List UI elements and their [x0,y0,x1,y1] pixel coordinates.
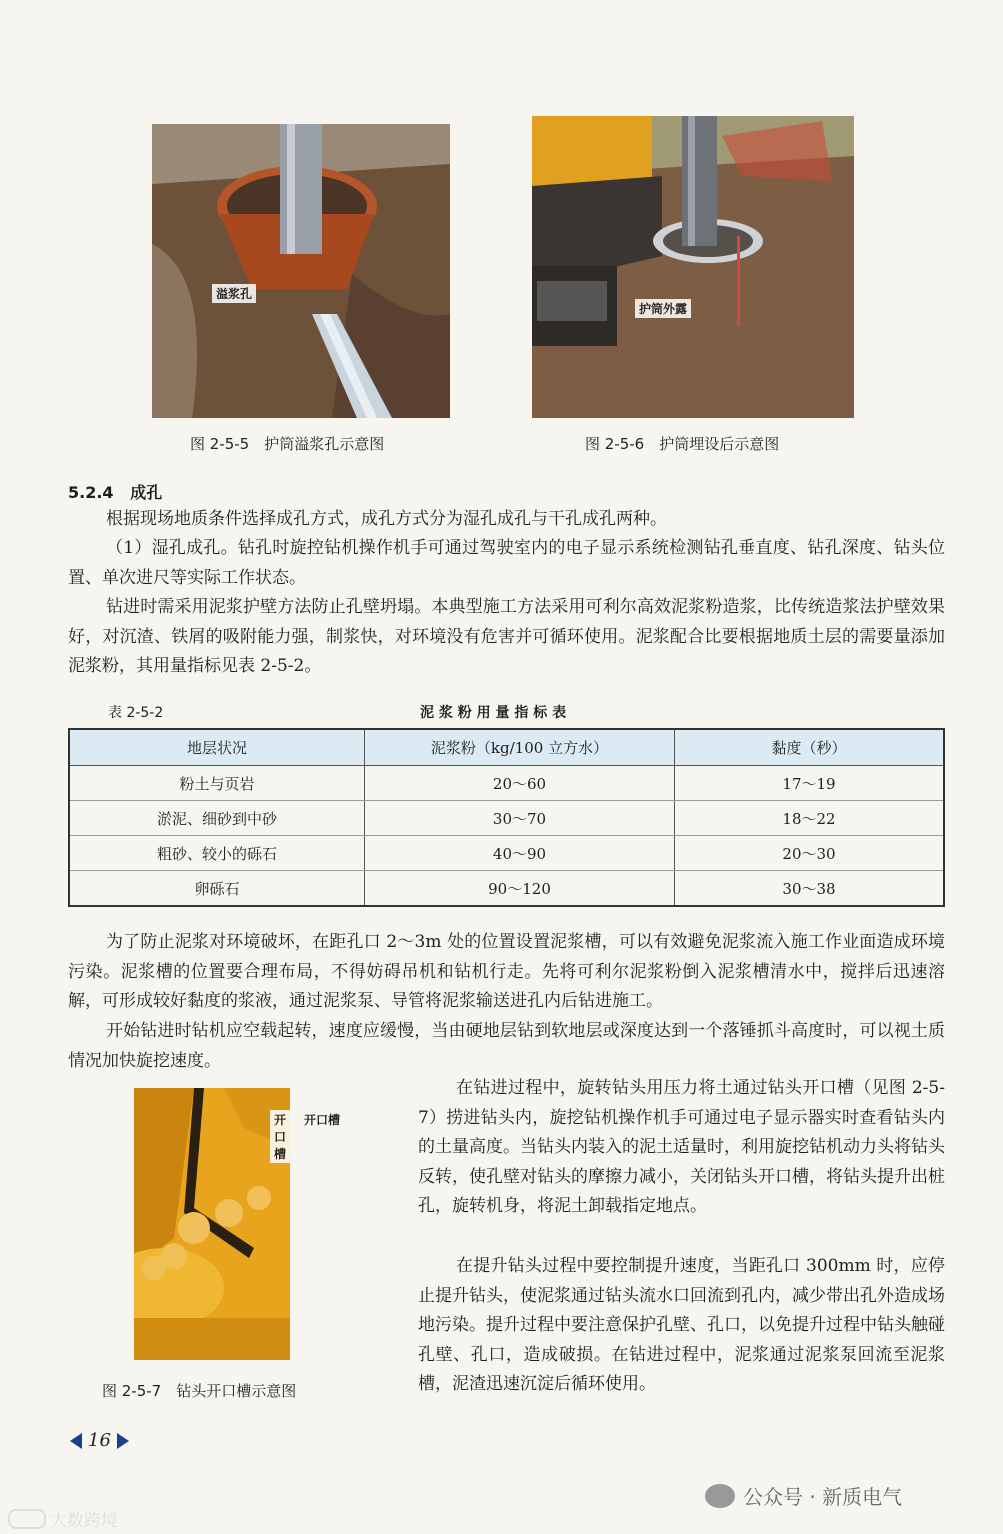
figure-caption: 图 2-5-7 钻头开口槽示意图 [102,1382,297,1400]
table-row [69,871,944,907]
figure-photo-casing-overflow-hole [152,124,450,418]
table-header-row [69,729,944,766]
paragraph: 在钻进过程中，旋转钻头用压力将土通过钻头开口槽（见图 2-5-7）捞进钻头内，旋挖钻机操作机手可通过电子显示器实时查看钻头内的土量高度。当钻头内装入的泥土适量时，利用旋挖钻机动力头将钻头反转，使孔壁对钻头的摩擦力减小，关闭钻头开口槽，将钻头提升出桩孔，旋转机身，将泥土卸载指定地点。 [418,1078,945,1216]
figure-caption: 图 2-5-6 护筒埋设后示意图 [585,435,780,453]
logo-icon [8,1509,46,1529]
table-header-cell: 地层状况 [69,729,365,766]
page-number-text: 16 [88,1430,111,1451]
paragraph: 钻进时需采用泥浆护壁方法防止孔壁坍塌。本典型施工方法采用可利尔高效泥浆粉造浆，比传统造浆法护壁效果好，对沉渣、铁屑的吸附能力强，制浆快，对环境没有危害并可循环使用。泥浆配合比要根据地质土层的需要量添加泥浆粉，其用量指标见表 2-5-2。 [68,597,945,676]
section-heading [68,480,162,503]
next-arrow-icon [117,1433,129,1449]
paragraph: 根据现场地质条件选择成孔方式，成孔方式分为湿孔成孔与干孔成孔两种。 [106,509,667,529]
table-number: 表 2-5-2 [108,705,164,721]
figure-caption: 图 2-5-5 护筒溢浆孔示意图 [190,435,385,453]
watermark-right [705,1481,902,1510]
section-title: 成孔 [130,483,163,502]
paragraph: 开始钻进时钻机应空载起转，速度应缓慢，当由硬地层钻到软地层或深度达到一个落锤抓斗高度时，可以视土质情况加快旋挖速度。 [68,1021,945,1071]
table-cell: 90～120 [365,871,675,907]
table-cell: 30～70 [365,801,675,836]
table-header-cell: 黏度（秒） [675,729,945,766]
section-number: 5.2.4 [68,483,114,502]
table-cell: 粉土与页岩 [69,766,365,801]
table-cell: 淤泥、细砂到中砂 [69,801,365,836]
paragraph: 在提升钻头过程中要控制提升速度，当距孔口 300mm 时，应停止提升钻头，使泥浆通过钻头流水口回流到孔内，减少带出孔外造成场地污染。提升过程中要注意保护孔壁、孔口，以免提升过程中钻头触碰孔壁、孔口，造成破损。在钻进过程中，泥浆通过泥浆泵回流至泥浆槽，泥渣迅速沉淀后循环使用。 [418,1256,945,1394]
figure-photo-drill-bit-slot [134,1088,290,1360]
watermark-text: 公众号 · 新质电气 [743,1485,903,1509]
table-row [69,766,944,801]
paragraph: 为了防止泥浆对环境破坏，在距孔口 2～3m 处的位置设置泥浆槽，可以有效避免泥浆流入施工作业面造成环境污染。泥浆槽的位置要合理布局，不得妨碍吊机和钻机行走。先将可利尔泥浆粉倒入泥浆槽清水中，搅拌后迅速溶解，可形成较好黏度的浆液，通过泥浆泵、导管将泥浆输送进孔内后钻进施工。 [68,932,945,1011]
figure-callout-label: 溢浆孔 [212,284,256,303]
table-cell: 17～19 [675,766,945,801]
table-cell: 30～38 [675,871,945,907]
table-title: 泥 浆 粉 用 量 指 标 表 [420,705,567,721]
table-cell: 40～90 [365,836,675,871]
table-cell: 18～22 [675,801,945,836]
table-cell: 20～60 [365,766,675,801]
figure-photo-casing-after-burial [532,116,854,418]
table-row [69,836,944,871]
table-header-cell: 泥浆粉（kg/100 立方水） [365,729,675,766]
mud-powder-table [68,728,945,907]
table-cell: 卵砾石 [69,871,365,907]
table-row [69,801,944,836]
watermark-text: 大数跨境 [50,1511,118,1531]
figure-callout-label: 开口槽 [270,1110,290,1163]
page-number [70,1430,129,1451]
table-cell: 20～30 [675,836,945,871]
prev-arrow-icon [70,1433,82,1449]
figure-callout-label: 护筒外露 [635,299,691,318]
table-cell: 粗砂、较小的砾石 [69,836,365,871]
paragraph: （1）湿孔成孔。钻孔时旋控钻机操作机手可通过驾驶室内的电子显示系统检测钻孔垂直度、钻孔深度、钻头位置、单次进尺等实际工作状态。 [68,538,945,588]
wechat-icon [705,1484,735,1508]
figure-callout-label-outside: 开口槽 [304,1113,341,1127]
watermark-left [8,1506,118,1531]
